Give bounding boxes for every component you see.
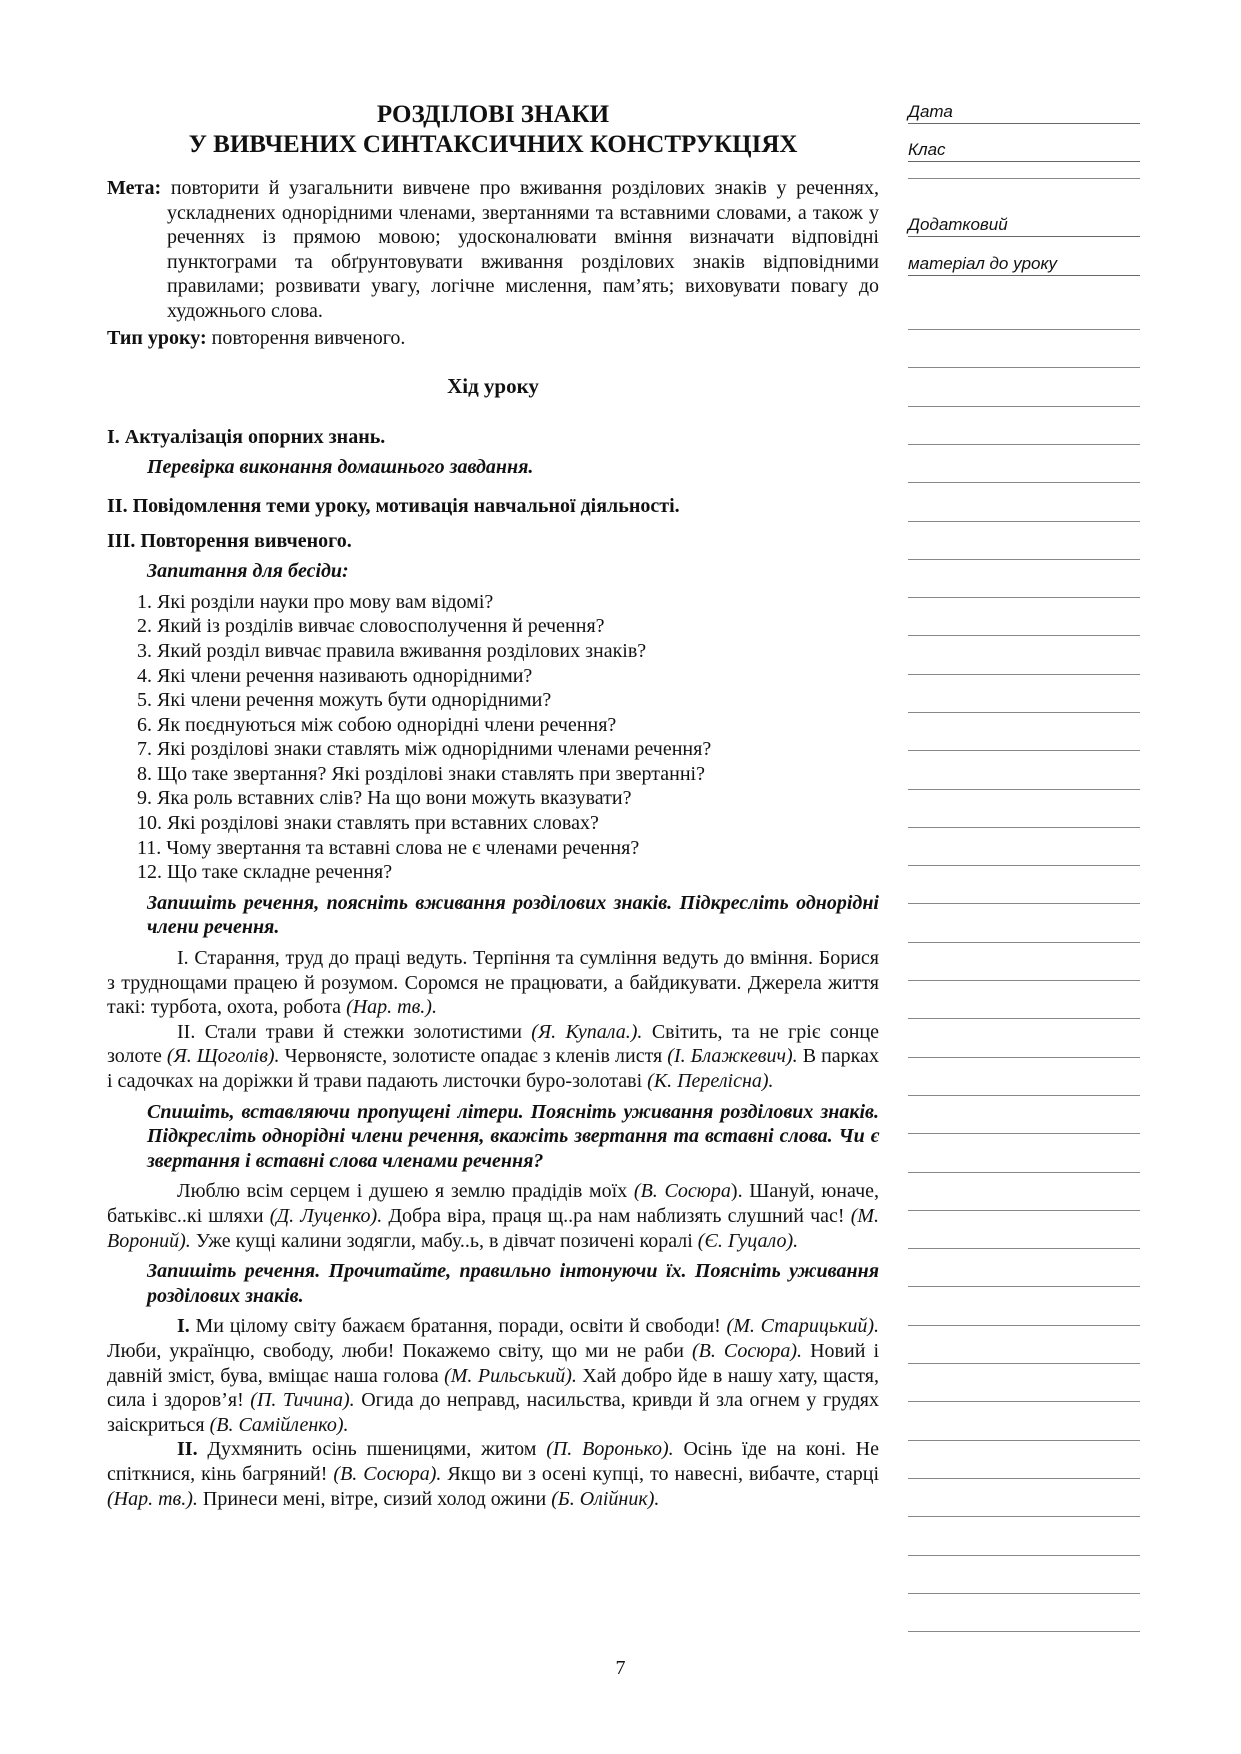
note-line xyxy=(908,597,1140,598)
source-citation: (В. Сосюра xyxy=(633,1180,731,1203)
source-citation: (К. Перелісна). xyxy=(647,1070,774,1092)
note-line xyxy=(908,1057,1140,1058)
main-column xyxy=(107,100,879,1511)
note-line xyxy=(908,178,1140,179)
note-line xyxy=(908,1172,1140,1173)
source-citation: (Б. Олійник). xyxy=(551,1487,660,1510)
note-line xyxy=(908,521,1140,522)
note-line xyxy=(908,406,1140,407)
part-number: II. xyxy=(177,1438,198,1461)
goal-label: Мета: xyxy=(107,177,162,199)
section-1-heading: I. Актуалізація опорних знань. xyxy=(107,425,386,448)
page-title xyxy=(107,100,879,160)
note-line xyxy=(908,1018,1140,1019)
task-3-instruction: Запишіть речення. Прочитайте, правильно інтонуючи їх. Поясніть уживання розділових знаків. xyxy=(147,1260,879,1307)
question-item: 2. Який із розділів вивчає словосполучення й речення? xyxy=(137,615,605,638)
note-line xyxy=(908,789,1140,790)
task-2-instruction: Спишіть, вставляючи пропущені літери. Поясніть уживання розділових знаків. Підкресліть однорідні члени речення, вкажіть звертання та вставні слова. Чи є звертання і вставні слова членами речення? xyxy=(147,1100,879,1172)
task-1-instruction: Запишіть речення, поясніть вживання розділових знаків. Підкресліть однорідні члени речення. xyxy=(147,891,879,939)
note-line xyxy=(908,1363,1140,1364)
note-line xyxy=(908,827,1140,828)
source-citation: (В. Сосюра). xyxy=(333,1462,442,1485)
note-line xyxy=(908,942,1140,943)
note-line xyxy=(908,980,1140,981)
ex2-text-a: Люблю всім серцем і душею я землю прадідів моїх xyxy=(177,1180,634,1203)
exercise-2 xyxy=(107,1179,879,1253)
ex2-text-c: Добра віра, праця щ..ра нам наблизять слушний час! xyxy=(382,1204,851,1227)
note-line xyxy=(908,1286,1140,1287)
ex1-p2-text-d: В парках і садочках на доріжки й трави падають листочки буро-золотаві xyxy=(107,1045,879,1092)
source-citation: (М. Старицький). xyxy=(726,1315,880,1338)
note-line xyxy=(908,1555,1140,1556)
ex3-p1-text-d: Хай добро йде в нашу хату, щастя, сила і здоров’я! xyxy=(107,1364,879,1412)
ex2-text-b: ). Шануй, юначе, батьківс..кі шляхи xyxy=(107,1180,879,1227)
title-line-2: У ВИВЧЕНИХ СИНТАКСИЧНИХ КОНСТРУКЦІЯХ xyxy=(188,131,798,158)
ex3-p1-text-b: Люби, українцю, свободу, люби! Покажемо світу, що ми не раби xyxy=(107,1339,693,1362)
source-citation: (М. Рильський). xyxy=(444,1364,577,1387)
type-label: Тип уроку: xyxy=(107,326,207,349)
note-line xyxy=(908,1133,1140,1134)
type-text: повторення вивченого. xyxy=(211,326,406,349)
lesson-type xyxy=(107,326,879,351)
title-line-1: РОЗДІЛОВІ ЗНАКИ xyxy=(376,101,610,128)
exercise-1-part-2 xyxy=(107,1020,879,1094)
note-line xyxy=(908,1325,1140,1326)
source-citation: (Нар. тв.). xyxy=(107,1487,198,1510)
note-line xyxy=(908,1631,1140,1632)
question-item: 12. Що таке складне речення? xyxy=(137,861,393,884)
note-line xyxy=(908,1248,1140,1249)
ex3-p1-text-a: Ми цілому світу бажаєм братання, поради, освіти й свободи! xyxy=(189,1315,727,1338)
questions-heading: Запитання для бесіди: xyxy=(147,560,349,583)
section-2-heading: II. Повідомлення теми уроку, мотивація навчальної діяльності. xyxy=(107,494,680,517)
lesson-goal xyxy=(107,176,879,324)
part-number: I. xyxy=(177,1315,190,1338)
section-1-task: Перевірка виконання домашнього завдання. xyxy=(147,456,534,479)
ex3-p2-text-a: Духмянить осінь пшеницями, житом xyxy=(197,1438,547,1461)
question-item: 3. Який розділ вивчає правила вживання розділових знаків? xyxy=(137,639,647,662)
source-citation: (І. Блажкевич). xyxy=(667,1045,798,1068)
exercise-1-part-1 xyxy=(107,946,879,1020)
source-citation: (М. Вороний). xyxy=(107,1204,880,1252)
source-citation: (В. Сосюра). xyxy=(692,1339,803,1362)
question-item: 11. Чому звертання та вставні слова не є членами речення? xyxy=(137,836,640,859)
ex1-p2-text-a: II. Стали трави й стежки золотистими xyxy=(177,1020,532,1043)
ex1-p1-text: I. Старання, труд до праці ведуть. Терпіння та сумління ведуть до вміння. Борися з труднощами працею й розумом. Соромся не працювати, а байдикувати. Джерела життя такі: турбота, охота, робота xyxy=(107,947,879,1019)
note-line xyxy=(908,1478,1140,1479)
section-3-heading: III. Повторення вивченого. xyxy=(107,529,352,552)
note-line xyxy=(908,865,1140,866)
question-item: 4. Які члени речення називають однорідними? xyxy=(137,664,533,687)
note-line xyxy=(908,1095,1140,1096)
source-citation: (П. Тичина). xyxy=(250,1389,355,1412)
note-line xyxy=(908,1593,1140,1594)
note-line xyxy=(908,559,1140,560)
ex3-p1-text-e: Огида до неправд, насильства, кривди й зла огнем у грудях заіскриться xyxy=(107,1389,880,1436)
goal-text: повторити й узагальнити вивчене про вживання розділових знаків у реченнях, ускладнених однорідними членами, звертаннями та вставними словами, а також у реченнях із прямою мовою; удосконалювати вміння визначати відповідні пунктограми та обґрунтовувати вживання розділових знаків відповідними правилами; розвивати увагу, логічне мислення, пам’ять; виховувати повагу до художнього слова. xyxy=(167,177,879,322)
source-citation: (Є. Гуцало). xyxy=(697,1229,799,1252)
question-item: 8. Що таке звертання? Які розділові знаки ставлять при звертанні? xyxy=(137,762,705,785)
class-label: Клас xyxy=(908,139,1140,162)
source-citation: (Д. Луценко). xyxy=(269,1204,383,1227)
ex3-p2-text-c: Якщо ви з осені купці, то навесні, вибачте, старці xyxy=(441,1462,880,1485)
date-label: Дата xyxy=(908,101,1140,124)
question-item: 9. Яка роль вставних слів? На що вони можуть вказувати? xyxy=(137,787,632,810)
exercise-3-part-1 xyxy=(107,1314,879,1437)
note-line xyxy=(908,1401,1140,1402)
exercise-3-part-2 xyxy=(107,1437,879,1511)
extra-material-label-1: Додатковий xyxy=(908,214,1140,237)
source-citation: (П. Воронько). xyxy=(546,1438,674,1461)
ex1-p2-text-c: Червонясте, золотисте опадає з кленів листя xyxy=(279,1045,668,1068)
course-heading: Хід уроку xyxy=(447,374,539,399)
question-item: 1. Які розділи науки про мову вам відомі? xyxy=(137,590,494,613)
extra-material-label-2: матеріал до уроку xyxy=(908,253,1140,276)
note-line xyxy=(908,635,1140,636)
question-item: 6. Як поєднуються між собою однорідні члени речення? xyxy=(137,713,617,736)
note-line xyxy=(908,329,1140,330)
source-citation: (Я. Щоголів). xyxy=(166,1045,280,1068)
ex3-p2-text-d: Принеси мені, вітре, сизий холод ожини xyxy=(197,1487,552,1510)
note-line xyxy=(908,1440,1140,1441)
question-item: 7. Які розділові знаки ставлять між однорідними членами речення? xyxy=(137,738,712,761)
question-item: 5. Які члени речення можуть бути однорідними? xyxy=(137,689,552,712)
note-line xyxy=(908,1210,1140,1211)
note-line xyxy=(908,482,1140,483)
page-number: 7 xyxy=(615,1657,626,1679)
note-line xyxy=(908,1516,1140,1517)
ex3-p1-text-c: Новий і давній зміст, бува, вміщає наша голова xyxy=(107,1339,879,1387)
questions-list xyxy=(107,590,879,885)
note-line xyxy=(908,750,1140,751)
ex1-p2-text-b: Світить, та не гріє сонце золоте xyxy=(107,1020,879,1068)
note-line xyxy=(908,444,1140,445)
note-line xyxy=(908,674,1140,675)
ex3-p2-text-b: Осінь їде на коні. Не спіткнися, кінь багряний! xyxy=(107,1438,879,1485)
source-citation: (Нар. тв.). xyxy=(346,996,437,1019)
source-citation: (Я. Купала.). xyxy=(531,1020,643,1043)
note-line xyxy=(908,712,1140,713)
note-line xyxy=(908,903,1140,904)
ex2-text-d: Уже кущі калини зодягли, мабу..ь, в дівчат позичені коралі xyxy=(190,1229,698,1252)
note-line xyxy=(908,367,1140,368)
source-citation: (В. Самійленко). xyxy=(209,1413,349,1436)
question-item: 10. Які розділові знаки ставлять при вставних словах? xyxy=(137,812,599,835)
